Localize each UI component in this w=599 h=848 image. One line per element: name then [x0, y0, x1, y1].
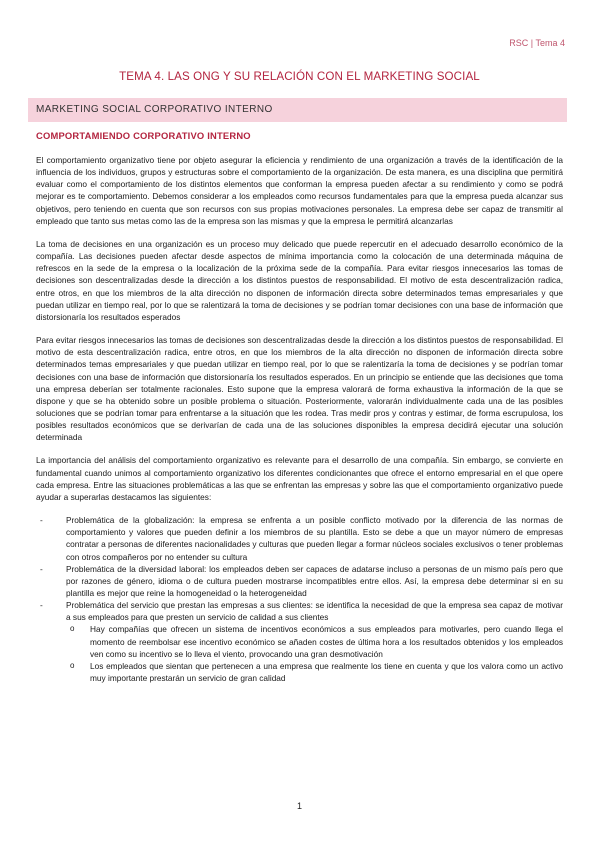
document-title: TEMA 4. LAS ONG Y SU RELACIÓN CON EL MARKETING SOCIAL — [119, 70, 480, 83]
bullet-item — [36, 599, 563, 684]
body-content — [36, 154, 563, 684]
sub-bullet-list — [66, 623, 563, 684]
page-number: 1 — [296, 801, 302, 811]
paragraph: La importancia del análisis del comportamiento organizativo es relevante para el desarrollo de una compañía. Sin embargo, se convierte en fundamental cuando unimos al comportamiento organizativo los diferentes condicionantes que ofrece el entorno empresarial en el que opere cada empresa. Entre las situaciones problemáticas a las que se enfrentan las empresas y sobre las que el comportamiento organizativo puede ayudar a superarlas destacamos las siguientes: — [36, 455, 563, 502]
bullet-text: Problemática del servicio que prestan las empresas a sus clientes: se identifica la necesidad de que la empresa sea capaz de motivar a sus empleados para que presten un servicio de calidad a sus clientes — [66, 600, 563, 623]
bullet-list — [36, 514, 563, 684]
section-title: MARKETING SOCIAL CORPORATIVO INTERNO — [36, 104, 273, 115]
running-header: RSC | Tema 4 — [509, 38, 565, 48]
bullet-item: - Problemática de la globalización: la empresa se enfrenta a un posible conflicto motivado por la diferencia de las normas de comportamiento y valores que pueden definir a los miembros de su plantilla. Esto se debe a que un mayor número de empresas contratar a personas de diferentes nacionalidades y culturas que pueden llegar a formar núcleos sociales exclusivos o tener problemas con otros compañeros por no entender su cultura — [36, 514, 563, 563]
paragraph: La toma de decisiones en una organización es un proceso muy delicado que puede repercutir en el adecuado desarrollo económico de la compañía. Las decisiones pueden afectar desde aspectos de mínima importancia como la colocación de una determinada máquina de refrescos en la sede de la empresa o la localización de la próxima sede de la compañía. Para evitar riesgos innecesarios las tomas de decisiones son descentralizadas desde la dirección a los distintos puestos de responsabilidad. El motivo de esta descentralización radica, entre otros, en que los miembros de la alta dirección no disponen de información directa sobre determinados temas empresariales y que puedan utilizar en tiempo real, por lo que se ralentizará la toma de decisiones y se podrían tomar decisiones con una base de información que distorsionaría los resultados esperados — [36, 238, 563, 322]
bullet-item: - Problemática de la diversidad laboral: los empleados deben ser capaces de adatarse incluso a personas de un mismo país pero que por razones de género, idioma o de cultura pueden mostrarse incompatibles entre ellos. Así, la empresa debe determinar si en su plantilla es mejor que reine la homogeneidad o la heterogeneidad — [36, 563, 563, 599]
sub-bullet-item: o Hay compañías que ofrecen un sistema de incentivos económicos a sus empleados para motivarles, pero cuando llega el momento de reembolsar ese incentivo económico se añaden costes de última hora a los resultados obtenidos y los empleados ven como su incentivo se lo lleva el viento, provocando una gran desmotivación — [66, 623, 563, 659]
section-banner — [28, 98, 567, 122]
paragraph: Para evitar riesgos innecesarios las tomas de decisiones son descentralizadas desde la dirección a los distintos puestos de responsabilidad. El motivo de esta descentralización radica, entre otros, en que los miembros de la alta dirección no disponen de información directa sobre determinados temas empresariales y que puedan utilizar en tiempo real, por lo que se ralentizaría la toma de decisiones y se podrían tomar decisiones con una base de información que distorsionaría los resultados esperados. En un principio se entiende que las decisiones que toma una empresa deberían ser totalmente racionales. Esto supone que la empresa valorará de forma exhaustiva la información de la que se dispone y que se ha obtenido sobre un posible problema o situación. Posteriormente, valorarán individualmente cada una de las posibles soluciones que se podrían tomar para enfrentarse a la situación que les rodea. Tras medir pros y contras y estimar, de forma escrupulosa, los posibles resultados económicos que se derivarían de cada una de las soluciones disponibles la empresa decidirá ejecutar una solución determinada — [36, 335, 563, 443]
sub-bullet-item: o Los empleados que sientan que pertenecen a una empresa que realmente los tiene en cuenta y que los valora como un activo muy importante prestarán un servicio de gran calidad — [66, 660, 563, 684]
subheading: COMPORTAMIENDO CORPORATIVO INTERNO — [36, 130, 251, 141]
paragraph: El comportamiento organizativo tiene por objeto asegurar la eficiencia y rendimiento de una organización a través de la identificación de la influencia de los individuos, grupos y estructuras sobre el comportamiento de la organización. De esta manera, es una disciplina que permitirá evaluar como el comportamiento de los distintos elementos que conforman la empresa pueden afectar a su rendimiento y como se podrá mejorar es te comportamiento. Debemos considerar a los empleados como recursos fundamentales para que la empresa pueda alcanzar sus objetivos, pero teniendo en cuenta que son recursos con sus propias motivaciones personales. La empresa debe ser capaz de transmitir al empleado que tanto sus metas como las de la empresa son las mismas y que la empresa le permitirá alcanzarlas — [36, 155, 563, 226]
